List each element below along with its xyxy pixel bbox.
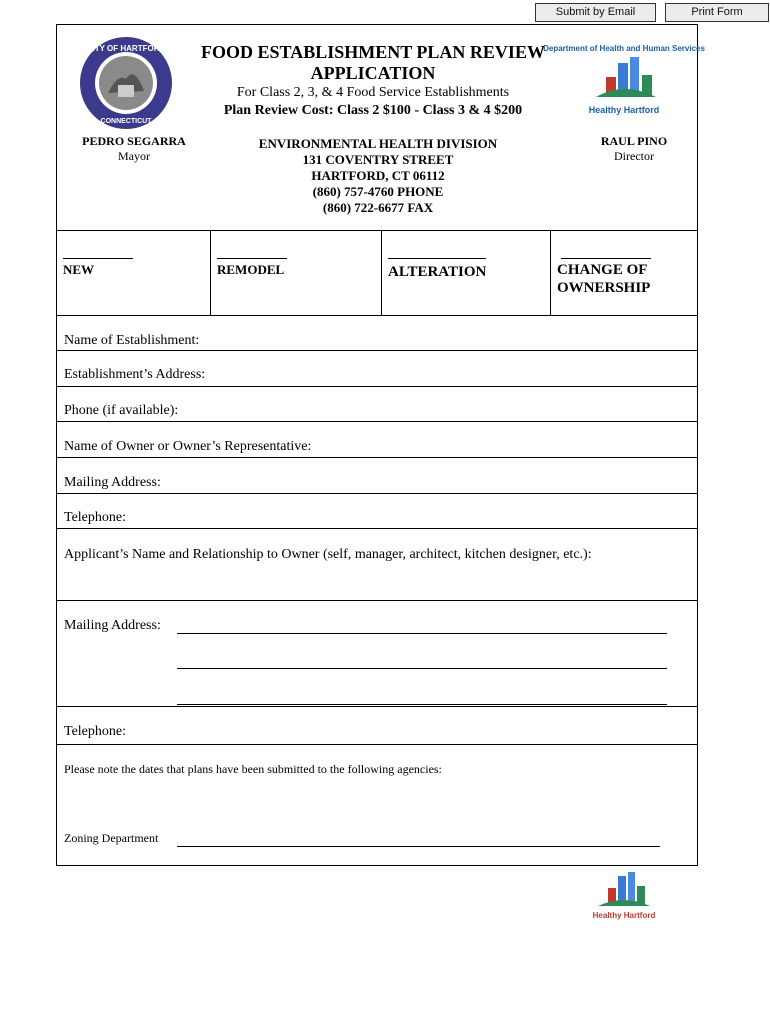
applicant-label: Applicant’s Name and Relationship to Owner (self, manager, architect, kitchen designer, etc.): [64,547,592,562]
telephone-row[interactable] [57,494,697,529]
plan-review-form [56,24,705,866]
director-title: Director [614,149,654,163]
healthy-hartford-text: Healthy Hartford [588,105,660,115]
mailing-address-label: Mailing Address: [64,475,161,490]
footer-healthy-hartford-text: Healthy Hartford [592,911,656,920]
submit-by-email-button[interactable]: Submit by Email [535,3,656,22]
city-of-hartford-seal-icon [78,35,174,131]
type-change-ownership-cell[interactable] [551,231,697,315]
mayor-title: Mayor [118,149,150,163]
form-subtitle: For Class 2, 3, & 4 Food Service Establishments [236,85,510,100]
type-change-line1: CHANGE OF [557,262,648,278]
print-form-button[interactable]: Print Form [665,3,769,22]
applicant-mailing-line-2[interactable] [177,668,667,669]
dept-logo-text: Department of Health and Human Services [543,44,705,53]
applicant-row[interactable] [57,529,697,601]
director-name: RAUL PINO [600,134,668,148]
type-remodel-blank[interactable] [217,258,287,259]
phone-row[interactable] [57,387,697,422]
establishment-name-row[interactable] [57,315,697,351]
type-change-ownership-blank[interactable] [561,258,651,259]
mayor-block [69,134,199,164]
establishment-name-label: Name of Establishment: [64,333,200,348]
applicant-mailing-line-1[interactable] [177,633,667,634]
division-address [222,136,534,216]
form-title-line2: APPLICATION [310,63,436,83]
division-name: ENVIRONMENTAL HEALTH DIVISION [258,136,498,151]
applicant-mailing-label: Mailing Address: [64,618,161,633]
healthy-hartford-footer-logo-icon [588,872,660,924]
telephone-label: Telephone: [64,510,126,525]
type-new-label: NEW [63,262,95,277]
type-alteration-cell[interactable] [382,231,551,315]
establishment-address-row[interactable] [57,351,697,387]
establishment-address-label: Establishment’s Address: [64,367,206,382]
type-change-ownership-label [557,261,650,297]
division-fax: (860) 722-6677 FAX [322,200,434,215]
applicant-telephone-label: Telephone: [64,724,126,739]
agencies-note: Please note the dates that plans have been submitted to the following agencies: [64,762,442,776]
application-type-row [57,230,697,316]
applicant-mailing-line-3[interactable] [177,704,667,705]
type-alteration-label: ALTERATION [388,264,487,280]
form-title-line1: FOOD ESTABLISHMENT PLAN REVIEW [201,42,545,62]
applicant-telephone-row[interactable] [57,707,697,745]
form-title [187,42,559,84]
applicant-mailing-row [57,601,697,707]
plan-review-cost: Plan Review Cost: Class 2 $100 - Class 3 & 4 $200 [223,103,523,118]
division-street: 131 COVENTRY STREET [302,152,454,167]
dept-health-human-services-logo-icon [543,35,705,135]
type-remodel-label: REMODEL [217,262,285,277]
mailing-address-row[interactable] [57,458,697,494]
type-alteration-blank[interactable] [388,258,486,259]
zoning-label: Zoning Department [64,831,159,845]
type-new-cell[interactable] [57,231,211,315]
zoning-date-line[interactable] [177,846,660,847]
director-block [569,134,699,164]
division-phone: (860) 757-4760 PHONE [312,184,444,199]
seal-text-bottom: CONNECTICUT [100,118,152,125]
type-change-line2: OWNERSHIP [557,280,651,296]
type-new-blank[interactable] [63,258,133,259]
owner-name-label: Name of Owner or Owner’s Representative: [64,439,312,454]
mayor-name: PEDRO SEGARRA [82,134,186,148]
type-remodel-cell[interactable] [211,231,382,315]
seal-text-top: CITY OF HARTFORD [86,44,166,53]
owner-name-row[interactable] [57,422,697,458]
division-city: HARTFORD, CT 06112 [311,168,445,183]
phone-label: Phone (if available): [64,403,179,418]
